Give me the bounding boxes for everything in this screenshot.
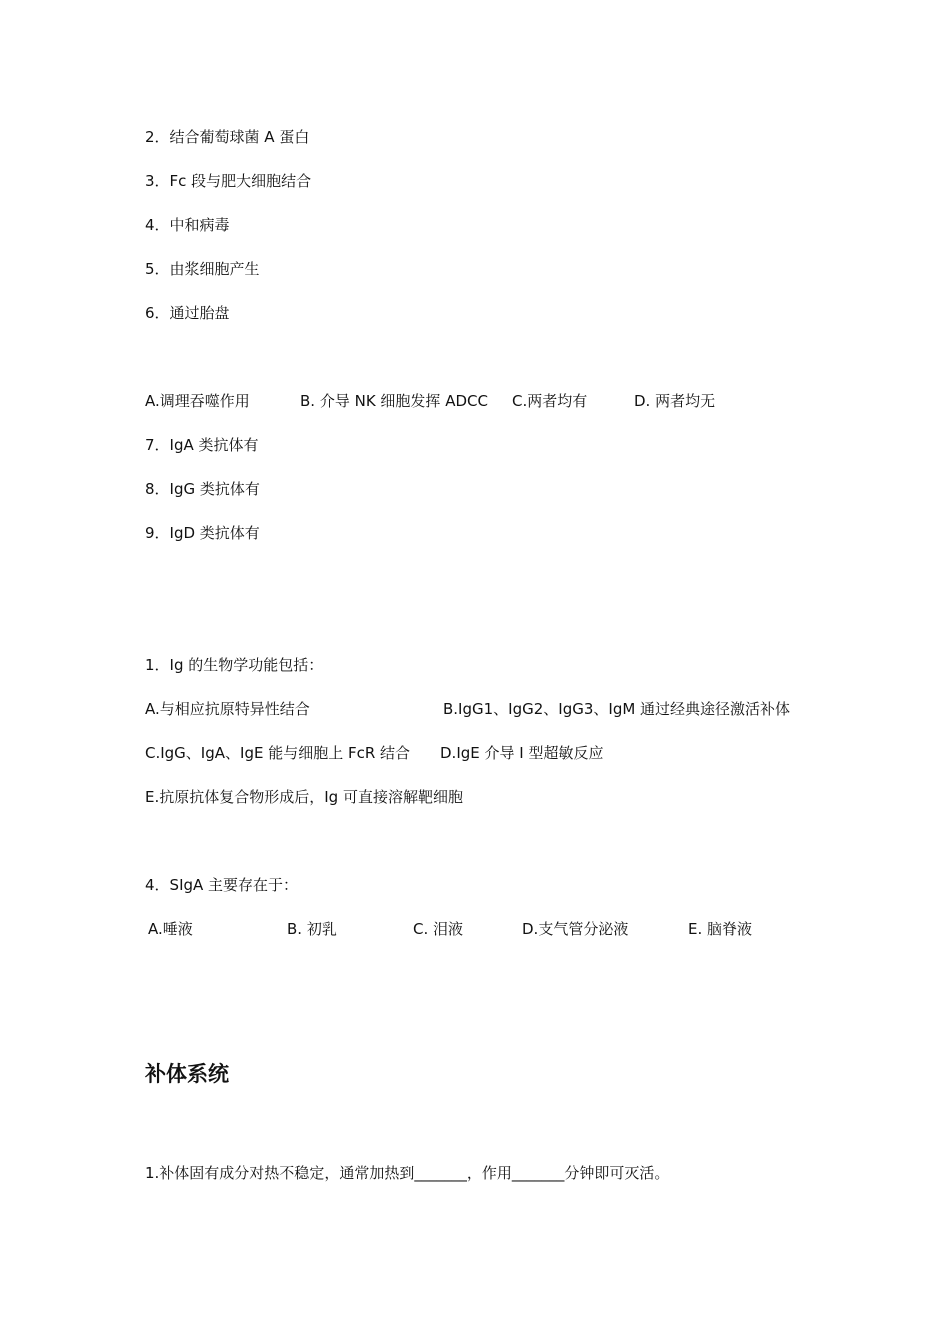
option-a: A.调理吞噬作用 xyxy=(145,392,250,410)
option-b: B. 介导 NK 细胞发挥 ADCC xyxy=(300,392,488,410)
section-heading: 补体系统 xyxy=(145,1062,229,1086)
item-8: 8．IgG 类抗体有 xyxy=(145,480,260,498)
item-5: 5．由浆细胞产生 xyxy=(145,260,260,278)
item-2: 2．结合葡萄球菌 A 蛋白 xyxy=(145,128,310,146)
question-1-option-b: B.IgG1、IgG2、IgG3、IgM 通过经典途径激活补体 xyxy=(443,700,791,718)
option-c: C.两者均有 xyxy=(512,392,588,410)
question-4-option-e: E. 脑脊液 xyxy=(688,920,753,938)
question-4-option-a: A.唾液 xyxy=(148,920,193,938)
question-1-option-a: A.与相应抗原特异性结合 xyxy=(145,700,310,718)
question-1-stem: 1．Ig 的生物学功能包括： xyxy=(145,656,324,674)
question-4-stem: 4．SIgA 主要存在于： xyxy=(145,876,299,894)
item-9: 9．IgD 类抗体有 xyxy=(145,524,260,542)
question-1-option-e: E.抗原抗体复合物形成后，Ig 可直接溶解靶细胞 xyxy=(145,788,463,806)
item-4: 4．中和病毒 xyxy=(145,216,230,234)
question-1-option-c: C.IgG、IgA、IgE 能与细胞上 FcR 结合 xyxy=(145,744,411,762)
item-3: 3．Fc 段与肥大细胞结合 xyxy=(145,172,312,190)
question-4-option-b: B. 初乳 xyxy=(287,920,337,938)
item-6: 6．通过胎盘 xyxy=(145,304,230,322)
question-4-option-c: C. 泪液 xyxy=(413,920,464,938)
question-1-option-d: D.IgE 介导 I 型超敏反应 xyxy=(440,744,604,762)
item-7: 7．IgA 类抗体有 xyxy=(145,436,259,454)
option-d: D. 两者均无 xyxy=(634,392,716,410)
section-question-1: 1.补体固有成分对热不稳定，通常加热到_______，作用_______分钟即可灭活。 xyxy=(145,1164,670,1182)
question-4-option-d: D.支气管分泌液 xyxy=(522,920,629,938)
